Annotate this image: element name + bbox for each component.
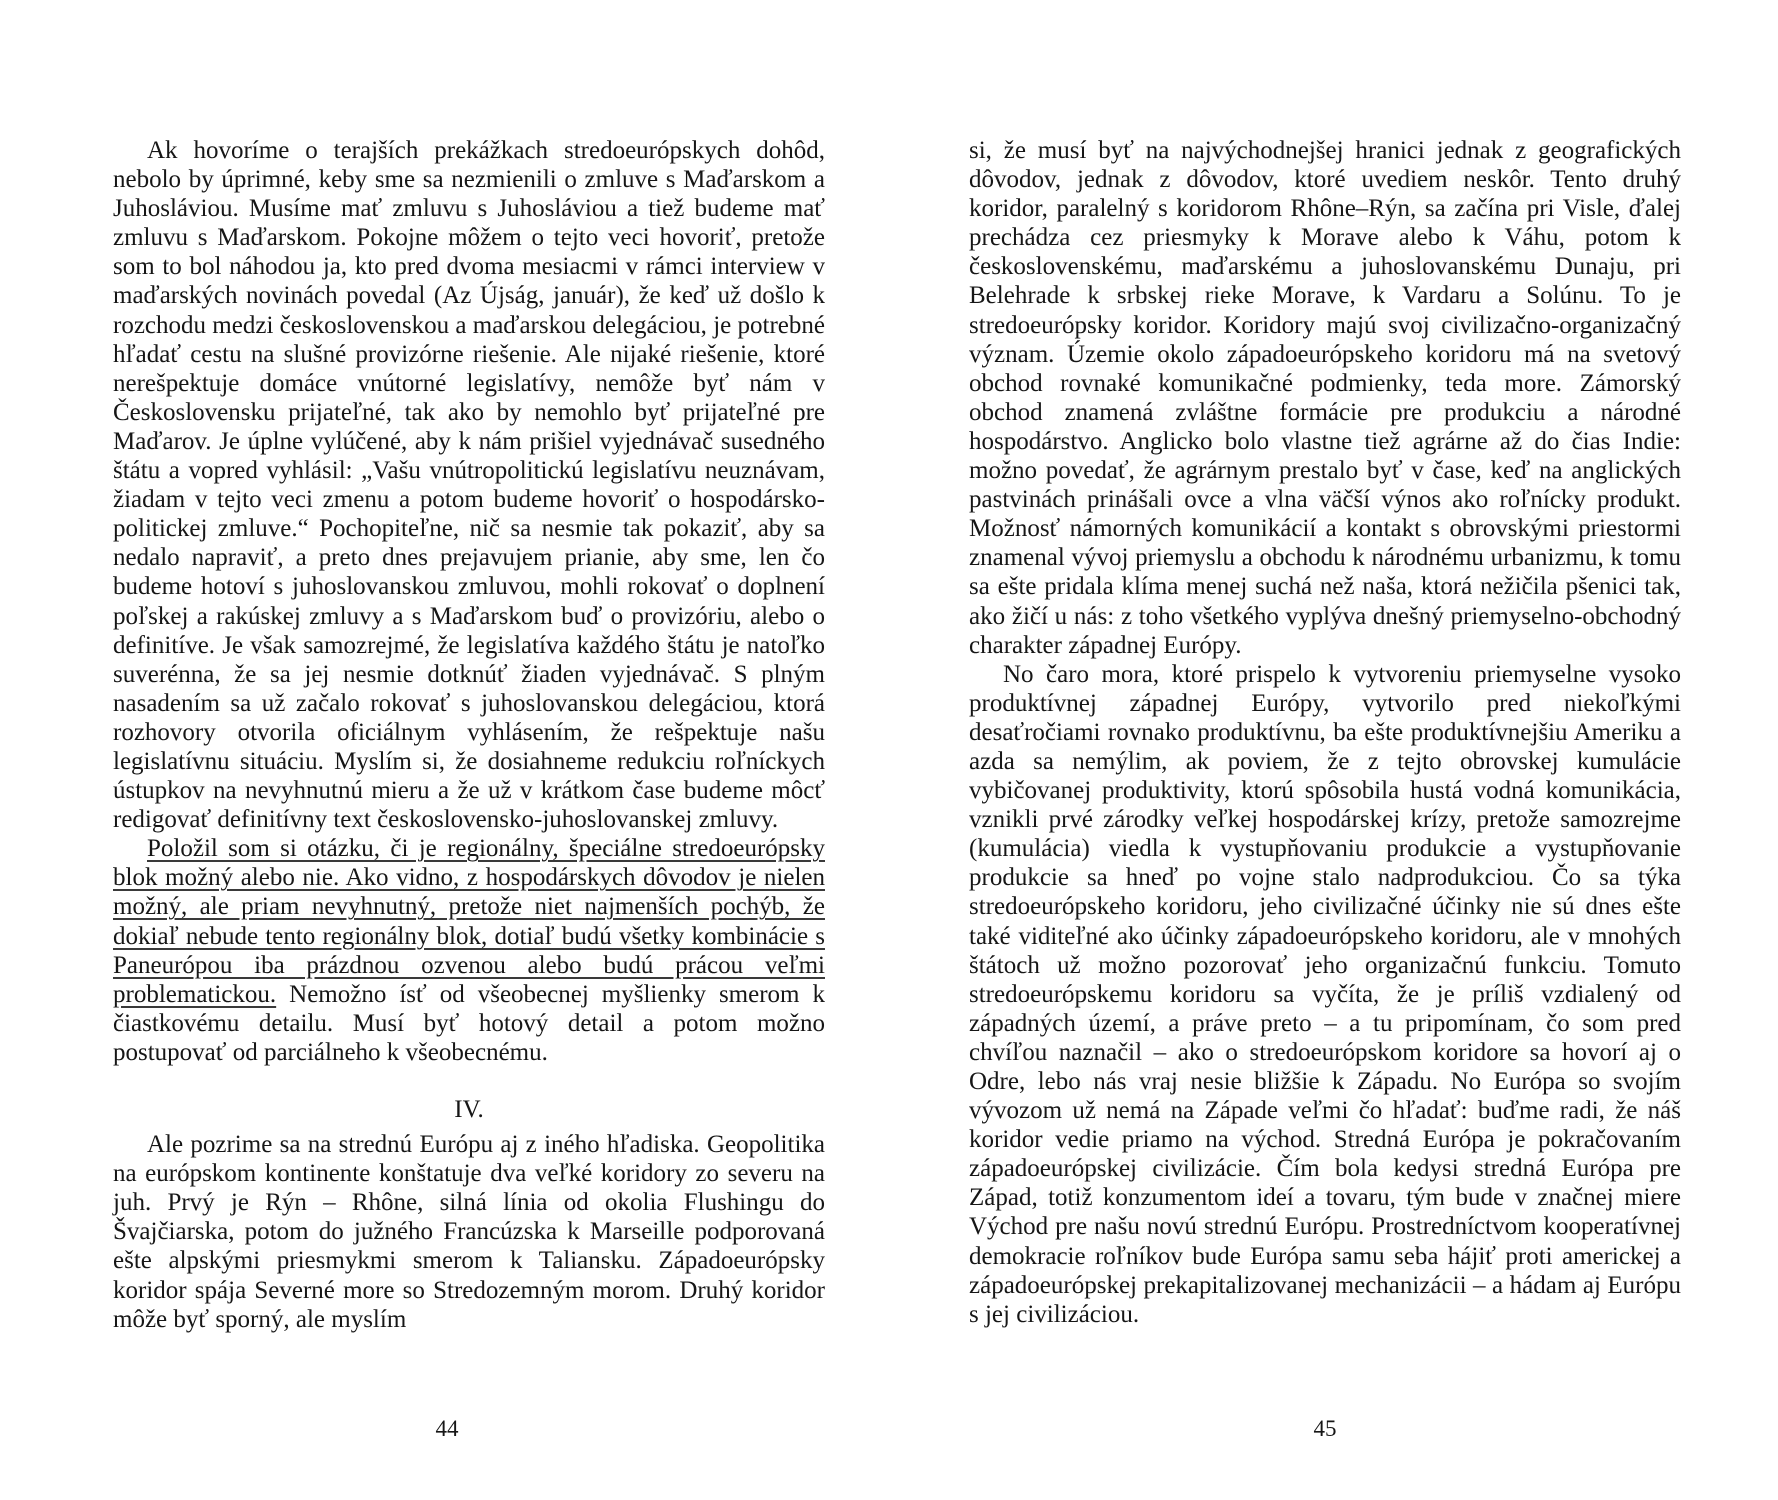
annotated-paragraph [113, 834, 825, 1067]
paragraph-continued: si, že musí byť na najvýchodnejšej hranici jednak z geografických dôvodov, jednak z dôvodov, ktoré uvediem neskôr. Tento druhý koridor, paralelný s koridorom Rhône–Rýn, sa začína pri Visle, ďalej prechádza cez priesmyky k Morave alebo k Váhu, potom k československému, maďarskému a juhoslovanskému Dunaju, pri Belehrade k srbskej rieke Morave, k Vardaru a Solúnu. To je stredoeurópsky koridor. Koridory majú svoj civilizačno-organizačný význam. Územie okolo západoeurópskeho koridoru má na svetový obchod rovnaké komunikačné podmienky, teda more. Zámorský obchod znamená zvláštne formácie pre produkciu a národné hospodárstvo. Anglicko bolo vlastne tiež agrárne až do čias Indie: možno povedať, že agrárnym prestalo byť v čase, keď na anglických pastvinách prinášali ovce a vlna väčší výnos ako roľnícky produkt. Možnosť námorných komunikácií a kontakt s obrovskými priestormi znamenal vývoj priemyslu a obchodu k národnému urbanizmu, k tomu sa ešte pridala klíma menej suchá než naša, ktorá nežičila pšenici tak, ako žičí u nás: z toho všetkého vyplýva dnešný priemyselno-obchodný charakter západnej Európy. [969, 137, 1681, 659]
paragraph-continuation: Nemožno ísť od všeobecnej myšlienky smerom k čiastkovému detailu. Musí byť hotový detail a potom možno postupovať od parciálneho k všeobecnému. [113, 980, 825, 1066]
page-number-right: 45 [1313, 1416, 1337, 1441]
paragraph: No čaro mora, ktoré prispelo k vytvoreniu priemyselne vysoko produktívnej západnej Európy, vytvorilo pred niekoľkými desaťročiami rovnako produktívnu, ba ešte produktívnejšiu Ameriku a azda sa nemýlim, ak poviem, že z tejto obrovskej kumulácie vybičovanej produktivity, ktorú spôsobila hustá vodná komunikácia, vznikli prvé zárodky veľkej hospodárskej krízy, pretože samozrejme (kumulácia) viedla k vystupňovaniu produkcie a vystupňovanie produkcie sa hneď po vojne stalo nadprodukciou. Čo sa týka stredoeurópskeho koridoru, jeho civilizačné účinky nie sú dnes ešte také viditeľné ako účinky západoeurópskeho koridoru, ale v mnohých štátoch už možno pozorovať jeho organizačnú funkciu. Tomuto stredoeurópskemu koridoru sa vyčíta, že je príliš vzdialený od západných území, a práve preto – a tu pripomínam, čo som pred chvíľou naznačil – ako o stredoeurópskom koridore sa hovorí aj o Odre, lebo nás vraj nesie bližšie k Západu. No Európa so svojím vývozom už nemá na Západe veľmi čo hľadať: buďme radi, že náš koridor vedie priamo na východ. Stredná Európa je pokračovaním západoeurópskej civilizácie. Čím bola kedysi stredná Európa pre Západ, totiž konzumentom ideí a tovaru, tým bude v značnej miere Východ pre našu novú strednú Európu. Prostredníctvom kooperatívnej demokracie roľníkov bude Európa samu seba hájiť proti americkej a západoeurópskej prekapitalizovanej mechanizácii – a hádam aj Európu s jej civilizáciou. [969, 660, 1681, 1328]
right-page-text [969, 136, 1681, 1329]
page-number-left: 44 [435, 1416, 459, 1441]
handwritten-underlined-passage: Položil som si otázku, či je regionálny, špeciálne stredoeurópsky blok možný alebo nie. Ako vidno, z hospodárskych dôvodov je nielen možný, ale priam nevyhnutný, pretože niet najmenších pochýb, že dokiaľ nebude tento regionálny blok, dotiaľ budú všetky kombinácie s Paneurópou iba prázdnou ozvenou alebo budú prácou veľmi problematickou. [113, 835, 825, 1008]
section-heading: IV. [454, 1096, 484, 1123]
left-page-text [113, 136, 825, 1334]
paragraph: Ak hovoríme o terajších prekážkach stredoeurópskych dohôd, nebolo by úprimné, keby sme sa nezmienili o zmluve s Maďarskom a Juhosláviou. Musíme mať zmluvu s Juhosláviou a tiež budeme mať zmluvu s Maďarskom. Pokojne môžem o tejto veci hovoriť, pretože som to bol náhodou ja, kto pred dvoma mesiacmi v rámci interview v maďarských novinách povedal (Az Újság, január), že keď už došlo k rozchodu medzi československou a maďarskou delegáciou, je potrebné hľadať cestu na slušné provizórne riešenie. Ale nijaké riešenie, ktoré nerešpektuje domáce vnútorné legislatívy, nemôže byť nám v Československu prijateľné, tak ako by nemohlo byť prijateľné pre Maďarov. Je úplne vylúčené, aby k nám prišiel vyjednávač susedného štátu a vopred vyhlásil: „Vašu vnútropolitickú legislatívu neuznávam, žiadam v tejto veci zmenu a potom budeme hovoriť o hospodársko-politickej zmluve.“ Pochopiteľne, nič sa nesmie tak pokaziť, aby sa nedalo napraviť, a preto dnes prejavujem prianie, aby sme, len čo budeme hotoví s juhoslovanskou zmluvou, mohli rokovať o doplnení poľskej a rakúskej zmluvy a s Maďarskom buď o provizóriu, alebo o definitíve. Je však samozrejmé, že legislatíva každého štátu je natoľko suverénna, že sa jej nesmie dotknúť žiaden vyjednávač. S plným nasadením sa už začalo rokovať s juhoslovanskou delegáciou, ktorá rozhovory otvorila oficiálnym vyhlásením, že rešpektuje našu legislatívnu situáciu. Myslím si, že dosiahneme redukciu roľníckych ústupkov na nevyhnutnú mieru a že už v krátkom čase budeme môcť redigovať definitívny text československo-juhoslovanskej zmluvy. [113, 137, 825, 834]
section-paragraph: Ale pozrime sa na strednú Európu aj z iného hľadiska. Geopolitika na európskom kontinente konštatuje dva veľké koridory zo severu na juh. Prvý je Rýn – Rhône, silná línia od okolia Flushingu do Švajčiarska, potom do južného Francúzska k Marseille podporovaná ešte alpskými priesmykmi smerom k Taliansku. Západoeurópsky koridor spája Severné more so Stredozemným morom. Druhý koridor môže byť sporný, ale myslím [113, 1131, 825, 1333]
right-page [889, 0, 1778, 1500]
